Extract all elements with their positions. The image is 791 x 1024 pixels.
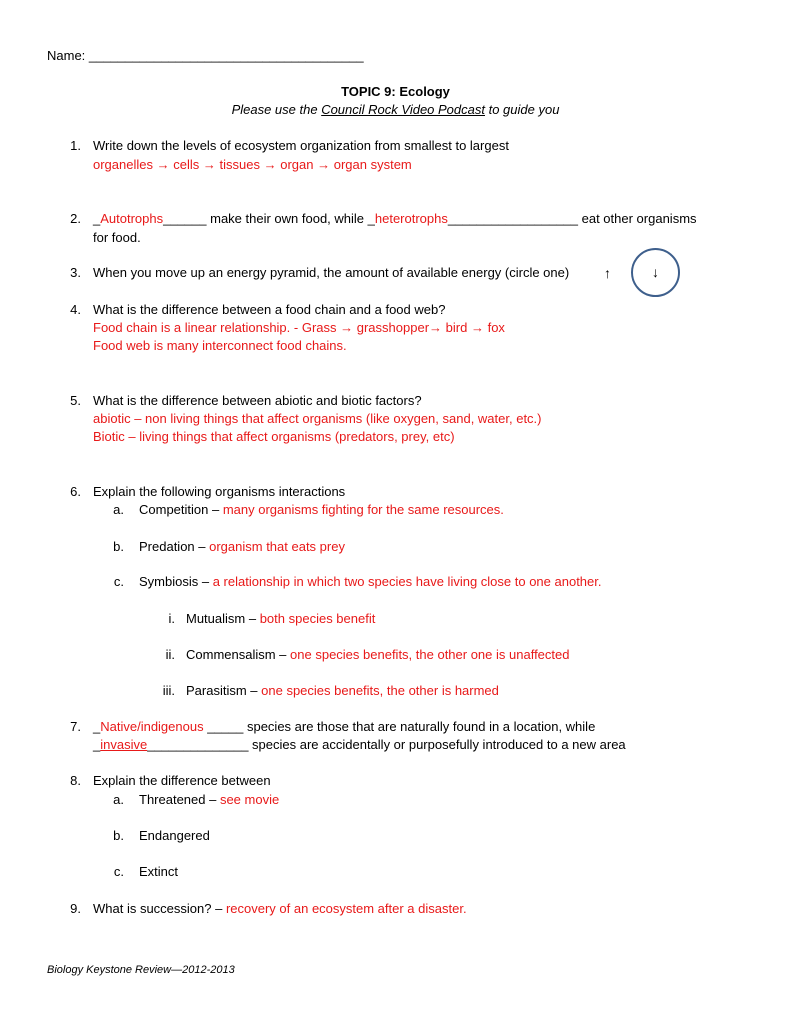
q3-number: 3. (70, 265, 81, 280)
q6ciii-marker: iii. (162, 683, 175, 698)
q7-line2: _invasive______________ species are accidentally or purposefully introduced to a new area (93, 737, 626, 752)
q4-answer-line2: Food web is many interconnect food chains. (93, 338, 347, 353)
arrow-up-icon: ↑ (604, 265, 611, 281)
q6ci-marker: i. (168, 611, 175, 626)
q5-answer-line1: abiotic – non living things that affect organisms (like oxygen, sand, water, etc.) (93, 411, 542, 426)
arrow-down-icon: ↓ (652, 264, 659, 280)
q8b-item: Endangered (139, 828, 210, 843)
q4-question: What is the difference between a food chain and a food web? (93, 302, 446, 317)
q8-question: Explain the difference between (93, 773, 271, 788)
q6b-marker: b. (113, 539, 124, 554)
q6b-item: Predation – organism that eats prey (139, 539, 345, 554)
q7-line1: _Native/indigenous _____ species are those that are naturally found in a location, while (93, 719, 596, 734)
q8c-item: Extinct (139, 864, 179, 879)
q6-question: Explain the following organisms interactions (93, 484, 346, 499)
q1-answer: organelles → cells → tissues → organ → organ system (93, 157, 412, 172)
q2-blank-2-answer: heterotrophs (374, 211, 448, 226)
q4-number: 4. (70, 302, 81, 317)
q7-blank-1-answer: Native/indigenous (100, 719, 204, 734)
q3-question: When you move up an energy pyramid, the amount of available energy (circle one) (93, 265, 570, 280)
q2-question-line2: for food. (93, 230, 141, 245)
name-line (47, 48, 364, 64)
name-label: Name: (47, 48, 89, 63)
q2-question: _Autotrophs______ make their own food, while _heterotrophs__________________ eat other organisms (93, 211, 697, 226)
q6c-marker: c. (113, 574, 124, 589)
q1-question: Write down the levels of ecosystem organization from smallest to largest (93, 138, 509, 153)
q9-number: 9. (70, 901, 81, 916)
q5-number: 5. (70, 393, 81, 408)
q6ciii-item: Parasitism – one species benefits, the other is harmed (186, 683, 499, 698)
q9-answer: recovery of an ecosystem after a disaster. (225, 901, 467, 916)
page-footer: Biology Keystone Review—2012-2013 (47, 964, 235, 976)
arrow-right-icon: → (429, 320, 443, 335)
circled-answer (631, 248, 680, 297)
q8-number: 8. (70, 773, 81, 788)
q6-number: 6. (70, 484, 81, 499)
q8b-marker: b. (113, 828, 124, 843)
q2-number: 2. (70, 211, 81, 226)
arrow-right-icon: → (340, 320, 354, 335)
page-subtitle: Please use the Council Rock Video Podcast to guide you (231, 102, 560, 117)
q1-number: 1. (70, 138, 81, 153)
q6ci-item: Mutualism – both species benefit (186, 611, 376, 626)
q8c-marker: c. (113, 864, 124, 879)
page-title: TOPIC 9: Ecology (341, 84, 450, 99)
q9-question: What is succession? – recovery of an ecosystem after a disaster. (93, 901, 467, 916)
q7-number: 7. (70, 719, 81, 734)
arrow-right-icon: → (263, 157, 277, 172)
q6a-marker: a. (113, 502, 124, 517)
name-blank: ______________________________________ (88, 48, 364, 63)
q6c-item: Symbiosis – a relationship in which two species have living close to one another. (139, 574, 602, 589)
q6cii-marker: ii. (165, 647, 175, 662)
q8a-marker: a. (113, 792, 124, 807)
q8a-item: Threatened – see movie (139, 792, 280, 807)
arrow-right-icon: → (470, 320, 484, 335)
q4-answer-line1: Food chain is a linear relationship. - Grass → grasshopper→ bird → fox (93, 320, 505, 335)
q6a-item: Competition – many organisms fighting for the same resources. (139, 502, 504, 517)
podcast-link: Council Rock Video Podcast (321, 102, 485, 117)
arrow-right-icon: → (156, 157, 170, 172)
arrow-right-icon: → (202, 157, 216, 172)
q6cii-item: Commensalism – one species benefits, the other one is unaffected (186, 647, 570, 662)
arrow-right-icon: → (317, 157, 331, 172)
q7-blank-2-answer: invasive (100, 737, 148, 752)
q5-answer-line2: Biotic – living things that affect organisms (predators, prey, etc) (93, 429, 455, 444)
q5-question: What is the difference between abiotic and biotic factors? (93, 393, 422, 408)
q2-blank-1-answer: Autotrophs (100, 211, 164, 226)
